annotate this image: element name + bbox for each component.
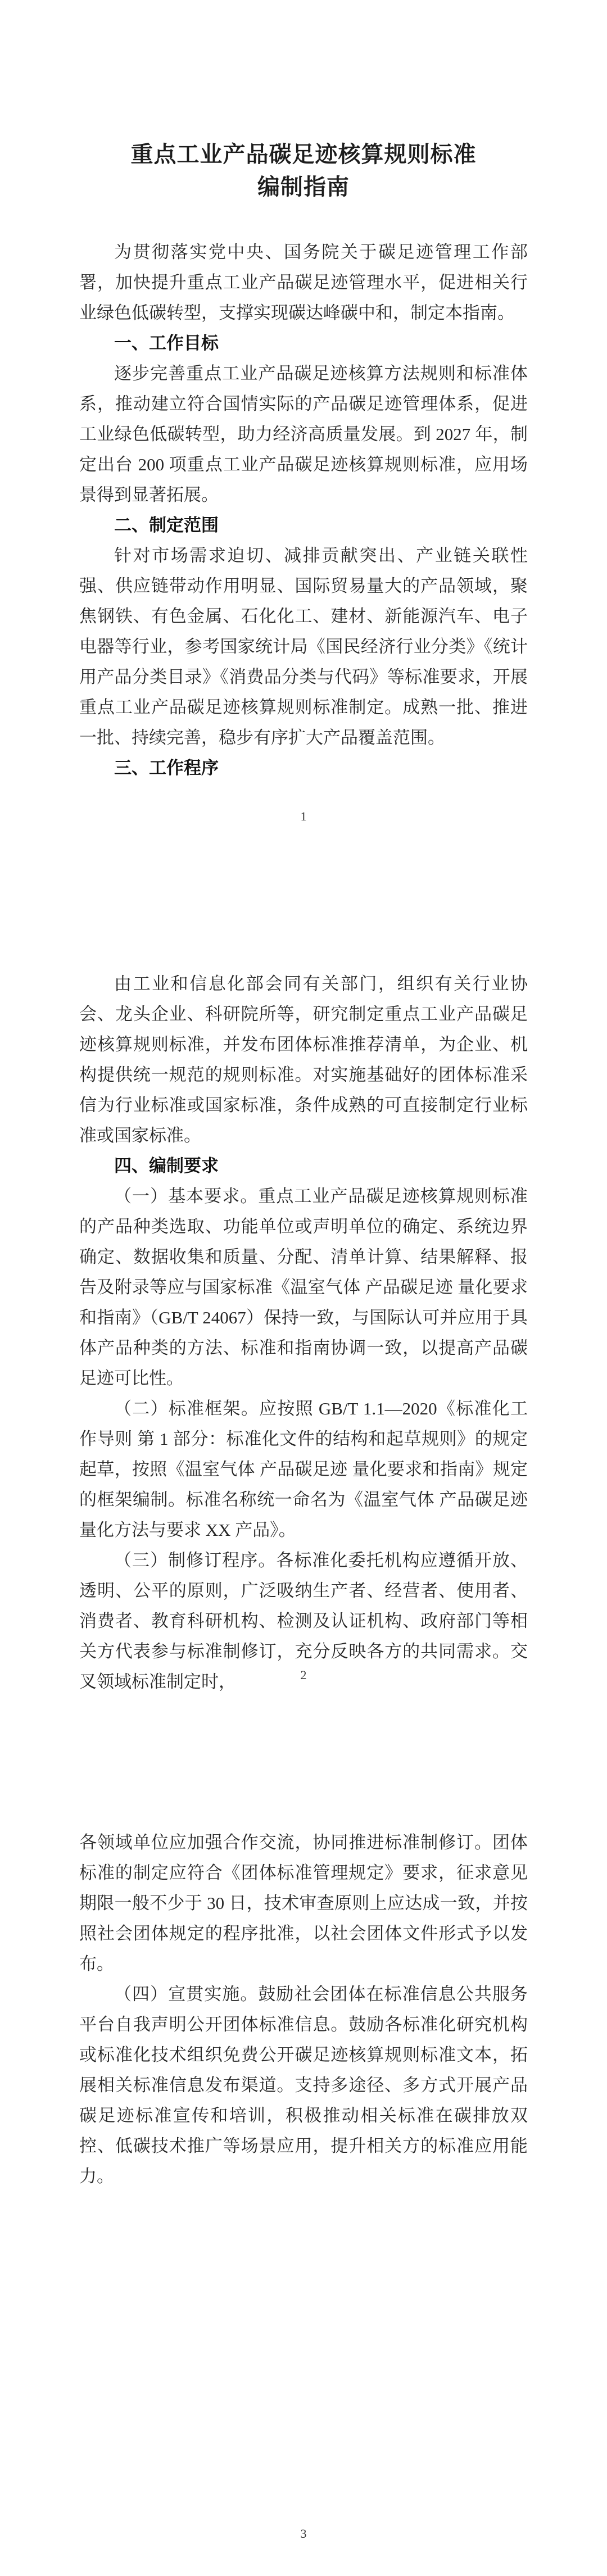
section-heading-2: 二、制定范围 — [114, 515, 219, 535]
paragraph-revision-procedure: （三）制修订程序。各标准化委托机构应遵循开放、透明、公平的原则，广泛吸纳生产者、经营者、使用者、消费者、教育科研机构、检测及认证机构、政府部门等相关方代表参与标准制修订，充分反映各方的共同需求。交叉领域标准制定时， — [79, 1550, 528, 1691]
page-1-text — [79, 237, 528, 783]
section-heading-3: 三、工作程序 — [114, 758, 219, 778]
page-number-3: 3 — [300, 2527, 307, 2541]
paragraph-intro: 为贯彻落实党中央、国务院关于碳足迹管理工作部署，加快提升重点工业产品碳足迹管理水平，促进相关行业绿色低碳转型，支撑实现碳达峰碳中和，制定本指南。 — [79, 242, 528, 323]
paragraph-standard-framework: （二）标准框架。应按照 GB/T 1.1—2020《标准化工作导则 第 1 部分：标准化文件的结构和起草规则》的规定起草，按照《温室气体 产品碳足迹 量化要求和指南》规定的框架编制。标准名称统一命名为《温室气体 产品碳足迹 量化方法与要求 XX 产品》。 — [79, 1399, 528, 1540]
document-title-line1: 重点工业产品碳足迹核算规则标准 — [130, 142, 477, 167]
document-page-1 — [0, 0, 607, 859]
paragraph-implementation: （四）宣贯实施。鼓励社会团体在标准信息公共服务平台自我声明公开团体标准信息。鼓励各标准化研究机构或标准化技术组织免费公开碳足迹核算规则标准文本，拓展相关标准信息发布渠道。支持多途径、多方式开展产品碳足迹标准宣传和培训，积极推动相关标准在碳排放双控、低碳技术推广等场景应用，提升相关方的标准应用能力。 — [79, 1984, 528, 2186]
section-heading-4: 四、编制要求 — [114, 1156, 219, 1176]
page-number-1: 1 — [300, 809, 307, 823]
paragraph-goals: 逐步完善重点工业产品碳足迹核算方法规则和标准体系，推动建立符合国情实际的产品碳足迹管理体系，促进工业绿色低碳转型，助力经济高质量发展。到 2027 年，制定出台 200 项重点工业产品碳足迹核算规则标准，应用场景得到显著拓展。 — [79, 364, 528, 505]
page-3-body — [0, 1717, 607, 2192]
paragraph-revision-continued: 各领域单位应加强合作交流，协同推进标准制修订。团体标准的制定应符合《团体标准管理规定》要求，征求意见期限一般不少于 30 日，技术审查原则上应达成一致，并按照社会团体规定的程序批准，以社会团体文件形式予以发布。 — [79, 1833, 528, 1974]
paragraph-scope: 针对市场需求迫切、减排贡献突出、产业链关联性强、供应链带动作用明显、国际贸易量大的产品领域，聚焦钢铁、有色金属、石化化工、建材、新能源汽车、电子电器等行业，参考国家统计局《国民经济行业分类》《统计用产品分类目录》《消费品分类与代码》等标准要求，开展重点工业产品碳足迹核算规则标准制定。成熟一批、推进一批、持续完善，稳步有序扩大产品覆盖范围。 — [79, 546, 528, 747]
document-page-2 — [0, 859, 607, 1717]
page-1-body — [0, 0, 607, 783]
document-title-line2: 编制指南 — [257, 174, 350, 199]
page-number-2: 2 — [300, 1668, 307, 1682]
document-page-3 — [0, 1717, 607, 2576]
document-title — [79, 0, 528, 203]
paragraph-procedure: 由工业和信息化部会同有关部门，组织有关行业协会、龙头企业、科研院所等，研究制定重点工业产品碳足迹核算规则标准，并发布团体标准推荐清单，为企业、机构提供统一规范的规则标准。对实施基础好的团体标准采信为行业标准或国家标准，条件成熟的可直接制定行业标准或国家标准。 — [79, 974, 528, 1145]
paragraph-basic-requirements: （一）基本要求。重点工业产品碳足迹核算规则标准的产品种类选取、功能单位或声明单位的确定、系统边界确定、数据收集和质量、分配、清单计算、结果解释、报告及附录等应与国家标准《温室气体 产品碳足迹 量化要求和指南》（GB/T 24067）保持一致，与国际认可并应用于具体产品种类的方法、标准和指南协调一致，以提高产品碳足迹可比性。 — [79, 1186, 528, 1388]
section-heading-1: 一、工作目标 — [114, 333, 219, 353]
page-2-body — [0, 859, 607, 1697]
